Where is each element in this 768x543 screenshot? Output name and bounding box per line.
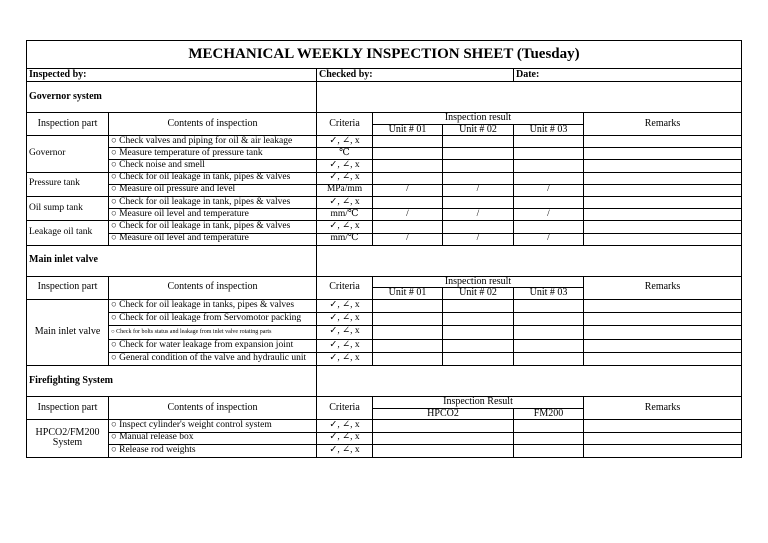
unit-cell[interactable]: [443, 160, 514, 172]
checked-by-field[interactable]: Checked by:: [317, 69, 514, 82]
col-unit-01: Unit # 01: [373, 124, 443, 136]
unit-cell[interactable]: [443, 221, 514, 233]
unit-cell[interactable]: [443, 326, 514, 339]
content-cell: ○ General condition of the valve and hydraulic unit: [109, 352, 317, 365]
inspected-by-field[interactable]: Inspected by:: [27, 69, 317, 82]
col-inspection-part: Inspection part: [27, 276, 109, 299]
criteria-cell: MPa/mm: [317, 184, 373, 196]
col-inspection-result: Inspection result: [373, 113, 584, 125]
unit-cell[interactable]: /: [373, 184, 443, 196]
col-inspection-result: Inspection result: [373, 276, 584, 288]
unit-cell[interactable]: [443, 136, 514, 148]
criteria-cell: ✓, ∠, x: [317, 136, 373, 148]
col-criteria: Criteria: [317, 113, 373, 136]
col-unit-03: Unit # 03: [514, 288, 584, 300]
col-contents: Contents of inspection: [109, 113, 317, 136]
part-leakage-oil-tank: Leakage oil tank: [27, 221, 109, 245]
criteria-cell: mm/℃: [317, 209, 373, 221]
unit-cell[interactable]: [373, 326, 443, 339]
unit-cell[interactable]: [514, 352, 584, 365]
unit-cell[interactable]: [373, 196, 443, 208]
unit-cell[interactable]: [373, 172, 443, 184]
hpco2-cell[interactable]: [373, 420, 514, 433]
col-unit-02: Unit # 02: [443, 288, 514, 300]
col-remarks: Remarks: [584, 276, 742, 299]
unit-cell[interactable]: /: [514, 184, 584, 196]
criteria-cell: ✓, ∠, x: [317, 432, 373, 445]
unit-cell[interactable]: [373, 136, 443, 148]
part-main-inlet-valve: Main inlet valve: [27, 299, 109, 365]
criteria-cell: ✓, ∠, x: [317, 352, 373, 365]
fm200-cell[interactable]: [514, 445, 584, 458]
remarks-cell[interactable]: [584, 445, 742, 458]
remarks-cell[interactable]: [584, 136, 742, 148]
part-hpco2-fm200-system: HPCO2/FM200 System: [27, 420, 109, 458]
section-governor-system: Governor system: [27, 82, 317, 113]
remarks-cell[interactable]: [584, 326, 742, 339]
content-cell: ○ Check for oil leakage in tank, pipes & valves: [109, 172, 317, 184]
col-hpco2: HPCO2: [373, 408, 514, 420]
unit-cell[interactable]: [514, 148, 584, 160]
content-cell: ○ Measure temperature of pressure tank: [109, 148, 317, 160]
unit-cell[interactable]: [443, 339, 514, 352]
inspection-table: [26, 40, 742, 458]
section-firefighting-system: Firefighting System: [27, 366, 317, 397]
section-blank: [317, 82, 742, 113]
part-oil-sump-tank: Oil sump tank: [27, 196, 109, 220]
col-unit-02: Unit # 02: [443, 124, 514, 136]
criteria-cell: ℃: [317, 148, 373, 160]
unit-cell[interactable]: [443, 299, 514, 312]
unit-cell[interactable]: [373, 352, 443, 365]
part-pressure-tank: Pressure tank: [27, 172, 109, 196]
fm200-cell[interactable]: [514, 420, 584, 433]
col-inspection-result: Inspection Result: [373, 397, 584, 409]
unit-cell[interactable]: [443, 352, 514, 365]
unit-cell[interactable]: [514, 160, 584, 172]
content-cell: ○ Manual release box: [109, 432, 317, 445]
remarks-cell[interactable]: [584, 160, 742, 172]
unit-cell[interactable]: [443, 172, 514, 184]
fm200-cell[interactable]: [514, 432, 584, 445]
col-contents: Contents of inspection: [109, 397, 317, 420]
unit-cell[interactable]: [514, 136, 584, 148]
date-field[interactable]: Date:: [514, 69, 742, 82]
col-unit-03: Unit # 03: [514, 124, 584, 136]
content-cell: ○ Check noise and smell: [109, 160, 317, 172]
criteria-cell: ✓, ∠, x: [317, 160, 373, 172]
hpco2-cell[interactable]: [373, 432, 514, 445]
unit-cell[interactable]: [514, 339, 584, 352]
content-cell: ○ Check for bolts status and leakage from inlet valve rotating parts: [109, 326, 317, 339]
remarks-cell[interactable]: [584, 196, 742, 208]
col-inspection-part: Inspection part: [27, 397, 109, 420]
hpco2-cell[interactable]: [373, 445, 514, 458]
criteria-cell: ✓, ∠, x: [317, 445, 373, 458]
unit-cell[interactable]: /: [373, 233, 443, 245]
criteria-cell: ✓, ∠, x: [317, 221, 373, 233]
criteria-cell: ✓, ∠, x: [317, 299, 373, 312]
col-remarks: Remarks: [584, 397, 742, 420]
content-cell: ○ Inspect cylinder's weight control system: [109, 420, 317, 433]
unit-cell[interactable]: [373, 148, 443, 160]
content-cell: ○ Check valves and piping for oil & air leakage: [109, 136, 317, 148]
remarks-cell[interactable]: [584, 148, 742, 160]
unit-cell[interactable]: [373, 299, 443, 312]
content-cell: ○ Check for oil leakage in tank, pipes & valves: [109, 221, 317, 233]
unit-cell[interactable]: [443, 196, 514, 208]
unit-cell[interactable]: [373, 221, 443, 233]
remarks-cell[interactable]: [584, 420, 742, 433]
remarks-cell[interactable]: [584, 221, 742, 233]
unit-cell[interactable]: [514, 326, 584, 339]
inspection-sheet: [26, 40, 741, 458]
content-cell: ○ Check for oil leakage from Servomotor packing: [109, 312, 317, 325]
col-fm200: FM200: [514, 408, 584, 420]
content-cell: ○ Check for oil leakage in tanks, pipes & valves: [109, 299, 317, 312]
remarks-cell[interactable]: [584, 209, 742, 221]
col-remarks: Remarks: [584, 113, 742, 136]
unit-cell[interactable]: /: [443, 184, 514, 196]
unit-cell[interactable]: /: [514, 209, 584, 221]
remarks-cell[interactable]: [584, 352, 742, 365]
remarks-cell[interactable]: [584, 339, 742, 352]
unit-cell[interactable]: [443, 312, 514, 325]
unit-cell[interactable]: /: [514, 233, 584, 245]
remarks-cell[interactable]: [584, 299, 742, 312]
col-criteria: Criteria: [317, 397, 373, 420]
unit-cell[interactable]: [373, 312, 443, 325]
col-inspection-part: Inspection part: [27, 113, 109, 136]
criteria-cell: ✓, ∠, x: [317, 339, 373, 352]
content-cell: ○ Measure oil pressure and level: [109, 184, 317, 196]
section-main-inlet-valve: Main inlet valve: [27, 245, 317, 276]
remarks-cell[interactable]: [584, 432, 742, 445]
section-blank: [317, 366, 742, 397]
unit-cell[interactable]: /: [443, 233, 514, 245]
unit-cell[interactable]: [514, 196, 584, 208]
unit-cell[interactable]: [373, 339, 443, 352]
unit-cell[interactable]: /: [443, 209, 514, 221]
content-cell: ○ Release rod weights: [109, 445, 317, 458]
criteria-cell: ✓, ∠, x: [317, 172, 373, 184]
sheet-title: MECHANICAL WEEKLY INSPECTION SHEET (Tuesday): [27, 41, 742, 69]
content-cell: ○ Measure oil level and temperature: [109, 209, 317, 221]
remarks-cell[interactable]: [584, 233, 742, 245]
col-contents: Contents of inspection: [109, 276, 317, 299]
remarks-cell[interactable]: [584, 172, 742, 184]
criteria-cell: mm/℃: [317, 233, 373, 245]
unit-cell[interactable]: [443, 148, 514, 160]
content-cell: ○ Check for water leakage from expansion joint: [109, 339, 317, 352]
content-cell: ○ Measure oil level and temperature: [109, 233, 317, 245]
criteria-cell: ✓, ∠, x: [317, 312, 373, 325]
col-criteria: Criteria: [317, 276, 373, 299]
unit-cell[interactable]: [514, 312, 584, 325]
content-cell: ○ Check for oil leakage in tank, pipes & valves: [109, 196, 317, 208]
remarks-cell[interactable]: [584, 312, 742, 325]
part-governor: Governor: [27, 136, 109, 173]
section-blank: [317, 245, 742, 276]
unit-cell[interactable]: [514, 172, 584, 184]
unit-cell[interactable]: [514, 221, 584, 233]
criteria-cell: ✓, ∠, x: [317, 420, 373, 433]
remarks-cell[interactable]: [584, 184, 742, 196]
unit-cell[interactable]: [514, 299, 584, 312]
criteria-cell: ✓, ∠, x: [317, 196, 373, 208]
unit-cell[interactable]: /: [373, 209, 443, 221]
unit-cell[interactable]: [373, 160, 443, 172]
criteria-cell: ✓, ∠, x: [317, 326, 373, 339]
col-unit-01: Unit # 01: [373, 288, 443, 300]
